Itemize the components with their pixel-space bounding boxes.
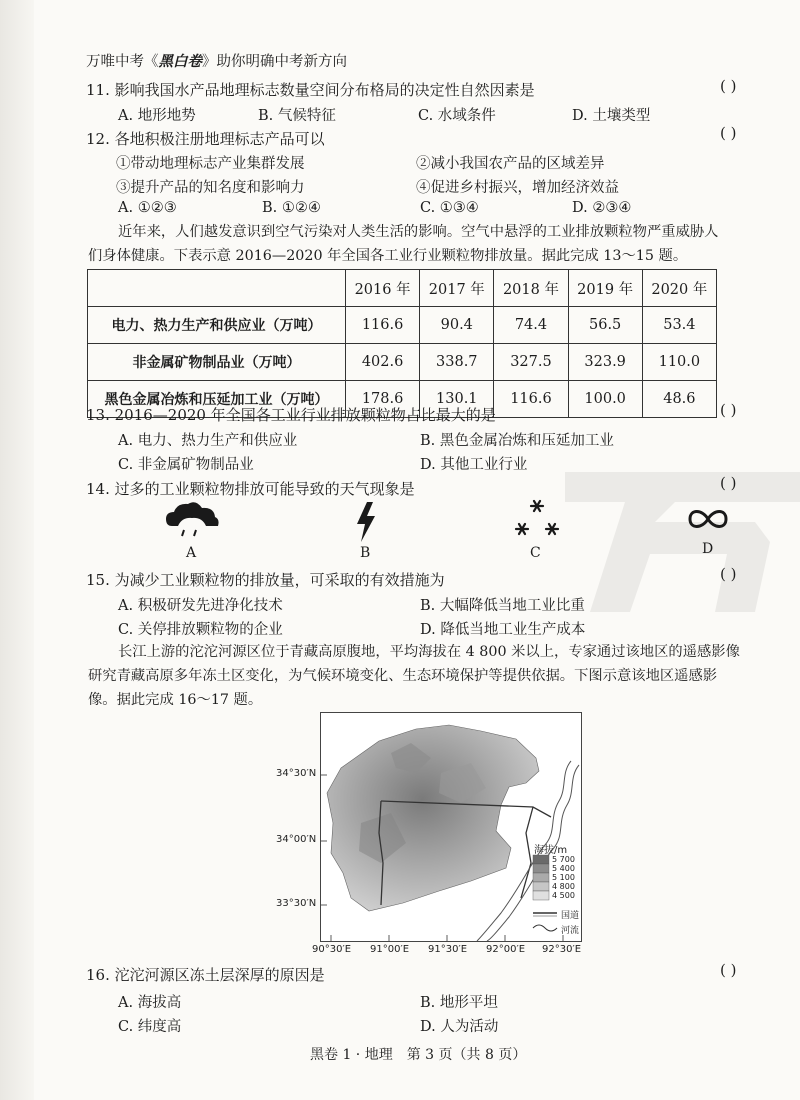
table-cell: 100.0: [568, 381, 642, 418]
passage2-line1: 长江上游的沱沱河源区位于青藏高原腹地，平均海拔在 4 800 米以上，专家通过该地区的遥感影像: [118, 644, 740, 660]
table-cell: 90.4: [420, 307, 494, 344]
q13-option-b[interactable]: B. 黑色金属冶炼和压延加工业: [420, 433, 614, 449]
scan-edge: [0, 0, 34, 1100]
q12-stem: 12. 各地积极注册地理标志产品可以: [86, 130, 325, 148]
lon-label: 90°30′E: [312, 944, 352, 955]
lon-label: 91°00′E: [370, 944, 410, 955]
table-corner-cell: [88, 270, 346, 307]
table-row: [88, 307, 717, 344]
table-cell: 110.0: [642, 344, 716, 381]
table-cell: 178.6: [346, 381, 420, 418]
passage1-line2: 们身体健康。下表示意 2016—2020 年全国各工业行业颗粒物排放量。据此完成 13～15 题。: [88, 248, 688, 264]
passage1-line1: 近年来，人们越发意识到空气污染对人类生活的影响。空气中悬浮的工业排放颗粒物严重威胁人: [118, 224, 719, 240]
year-header: 2019 年: [568, 270, 642, 307]
q11-option-b[interactable]: B. 气候特征: [258, 108, 336, 124]
table-cell: 130.1: [420, 381, 494, 418]
q12-option-d[interactable]: D. ②③④: [572, 200, 632, 216]
table-cell: 53.4: [642, 307, 716, 344]
lightning-icon[interactable]: [353, 502, 379, 542]
table-cell: 56.5: [568, 307, 642, 344]
table-cell: 327.5: [494, 344, 568, 381]
q11-option-d[interactable]: D. 土壤类型: [572, 108, 651, 124]
table-cell: 338.7: [420, 344, 494, 381]
q12-statement-3: ③提升产品的知名度和影响力: [116, 180, 305, 196]
q12-answer-blank[interactable]: ( ): [720, 124, 737, 142]
q15-option-c[interactable]: C. 关停排放颗粒物的企业: [118, 622, 283, 638]
q13-stem: 13. 2016—2020 年全国各工业行业排放颗粒物占比最大的是: [86, 406, 496, 424]
q14-option-b[interactable]: B: [360, 545, 371, 561]
emission-table: [87, 269, 717, 418]
q14-stem: 14. 过多的工业颗粒物排放可能导致的天气现象是: [86, 480, 415, 498]
legend-road: 国道: [561, 911, 580, 921]
q14-option-a[interactable]: A: [186, 545, 197, 561]
q15-option-b[interactable]: B. 大幅降低当地工业比重: [420, 598, 585, 614]
header-prefix: 万唯中考《: [86, 54, 159, 70]
q15-answer-blank[interactable]: ( ): [720, 565, 737, 583]
page-header: [86, 50, 347, 71]
q13-option-c[interactable]: C. 非金属矿物制品业: [118, 457, 254, 473]
q12-option-b[interactable]: B. ①②④: [262, 200, 321, 216]
q15-stem: 15. 为减少工业颗粒物的排放量，可采取的有效措施为: [86, 571, 445, 589]
q15-option-a[interactable]: A. 积极研发先进净化技术: [118, 598, 283, 614]
table-cell: 116.6: [494, 381, 568, 418]
q16-stem: 16. 沱沱河源区冻土层深厚的原因是: [86, 966, 325, 984]
row-label: 电力、热力生产和供应业（万吨）: [88, 307, 346, 344]
year-header: 2017 年: [420, 270, 494, 307]
passage2-line3: 像。据此完成 16～17 题。: [88, 692, 263, 708]
q11-option-c[interactable]: C. 水域条件: [418, 108, 496, 124]
legend-elev: 5 700: [552, 855, 575, 864]
q11-answer-blank[interactable]: ( ): [720, 77, 737, 95]
q16-option-a[interactable]: A. 海拔高: [118, 995, 182, 1011]
lat-label: 33°30′N: [276, 898, 317, 909]
legend-elev: 5 100: [552, 873, 575, 882]
lon-label: 92°00′E: [486, 944, 526, 955]
header-title: 黑白卷: [158, 54, 202, 70]
q13-option-d[interactable]: D. 其他工业行业: [420, 457, 528, 473]
year-header: 2016 年: [346, 270, 420, 307]
q16-answer-blank[interactable]: ( ): [720, 961, 737, 979]
year-header: 2020 年: [642, 270, 716, 307]
haze-icon[interactable]: [686, 506, 730, 532]
q14-option-c[interactable]: C: [530, 545, 541, 561]
q11-option-a[interactable]: A. 地形地势: [118, 108, 196, 124]
snow-icon[interactable]: [512, 497, 562, 539]
row-label: 黑色金属冶炼和压延加工业（万吨）: [88, 381, 346, 418]
legend-elev: 5 400: [552, 864, 575, 873]
legend-title: 海拔/m: [534, 845, 568, 856]
row-label: 非金属矿物制品业（万吨）: [88, 344, 346, 381]
lat-label: 34°00′N: [276, 834, 317, 845]
year-header: 2018 年: [494, 270, 568, 307]
table-cell: 74.4: [494, 307, 568, 344]
q14-option-d[interactable]: D: [702, 541, 714, 557]
watermark-logo: [555, 462, 800, 617]
q16-option-c[interactable]: C. 纬度高: [118, 1019, 182, 1035]
table-cell: 116.6: [346, 307, 420, 344]
q15-option-d[interactable]: D. 降低当地工业生产成本: [420, 622, 586, 638]
header-suffix: 》助你明确中考新方向: [202, 54, 347, 70]
legend-elev: 4 800: [552, 882, 575, 891]
remote-sensing-map: [320, 712, 582, 942]
table-cell: 402.6: [346, 344, 420, 381]
q12-statement-1: ①带动地理标志产业集群发展: [116, 156, 305, 172]
map-image: [321, 713, 581, 941]
legend-river: 河流: [561, 926, 580, 936]
q12-option-a[interactable]: A. ①②③: [118, 200, 177, 216]
q16-option-b[interactable]: B. 地形平坦: [420, 995, 498, 1011]
q12-statement-4: ④促进乡村振兴，增加经济效益: [416, 180, 619, 196]
q13-answer-blank[interactable]: ( ): [720, 401, 737, 419]
legend-elev: 4 500: [552, 891, 575, 900]
q14-answer-blank[interactable]: ( ): [720, 474, 737, 492]
table-cell: 48.6: [642, 381, 716, 418]
q13-option-a[interactable]: A. 电力、热力生产和供应业: [118, 433, 298, 449]
q16-option-d[interactable]: D. 人为活动: [420, 1019, 499, 1035]
rain-cloud-icon[interactable]: [162, 500, 222, 542]
table-header-row: [88, 270, 717, 307]
q12-option-c[interactable]: C. ①③④: [420, 200, 479, 216]
table-row: [88, 344, 717, 381]
passage2-line2: 研究青藏高原多年冻土区变化，为气候环境变化、生态环境保护等提供依据。下图示意该地区遥感影: [88, 668, 718, 684]
lon-label: 91°30′E: [428, 944, 468, 955]
q12-statement-2: ②减小我国农产品的区域差异: [416, 156, 605, 172]
q11-stem: 11. 影响我国水产品地理标志数量空间分布格局的决定性自然因素是: [86, 81, 535, 99]
table-cell: 323.9: [568, 344, 642, 381]
lat-label: 34°30′N: [276, 768, 317, 779]
lon-label: 92°30′E: [542, 944, 582, 955]
page-footer: 黑卷 1 · 地理 第 3 页（共 8 页）: [310, 1047, 527, 1063]
